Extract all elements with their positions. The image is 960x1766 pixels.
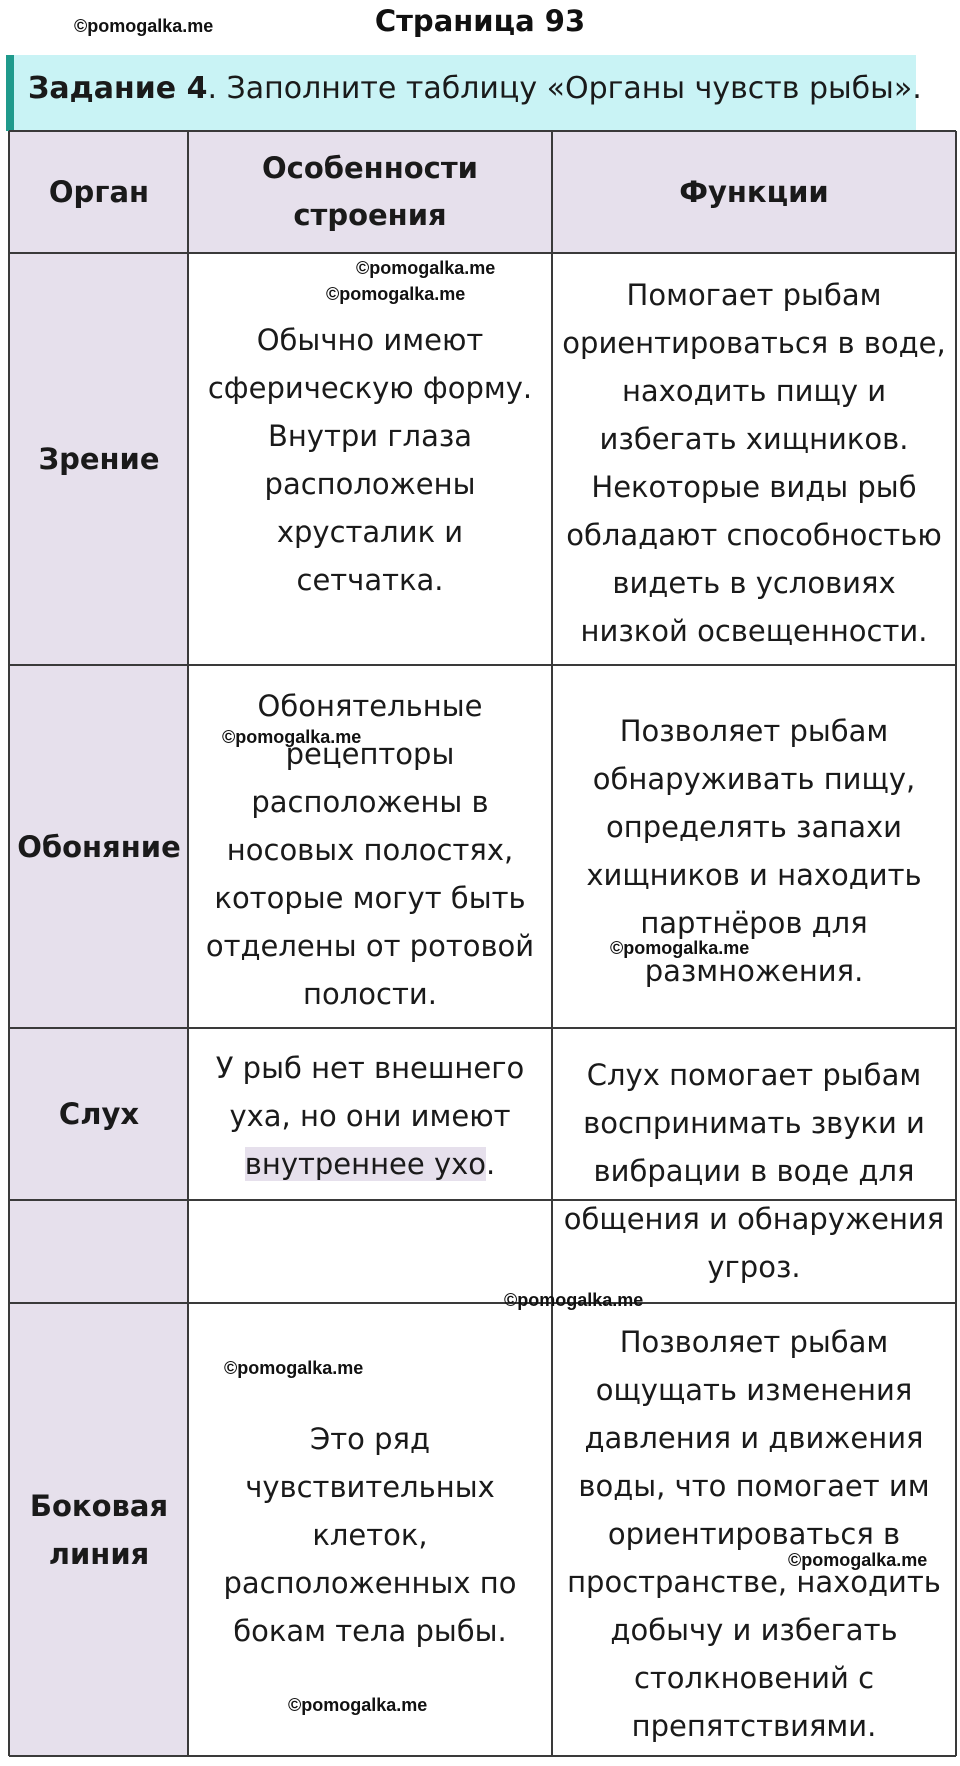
- structure-hearing-text: У рыб нет внешнего уха, но они имеют: [215, 1051, 525, 1133]
- task-label: Задание 4: [28, 71, 208, 106]
- header-organ: Орган: [48, 174, 150, 209]
- organ-vision: Зрение: [38, 442, 160, 476]
- inner-ear-highlight: внутреннее ухо: [244, 1147, 487, 1181]
- structure-lateral-line: Это ряд чувствительных клеток, расположенных по бокам тела рыбы.: [223, 1422, 517, 1648]
- structure-hearing: [208, 1044, 532, 1188]
- task-banner: [6, 55, 922, 131]
- header-structure: Особенности строения: [262, 151, 478, 232]
- organ-hearing: Слух: [58, 1097, 140, 1131]
- organ-smell: Обоняние: [17, 829, 181, 864]
- watermark: ©pomogalka.me: [222, 727, 362, 747]
- functions-vision: Помогает рыбам ориентироваться в воде, находить пищу и избегать хищников. Некоторые виды рыб обладают способностью видеть в условиях низкой освещенности.: [562, 278, 946, 648]
- page-title: Страница 93: [374, 4, 586, 38]
- functions-smell: Позволяет рыбам обнаруживать пищу, определять запахи хищников и находить партнёров для размножения.: [586, 714, 922, 988]
- watermark: ©pomogalka.me: [788, 1550, 928, 1570]
- structure-vision: Обычно имеют сферическую форму. Внутри глаза расположены хрусталик и сетчатка.: [207, 323, 533, 597]
- watermark: ©pomogalka.me: [610, 938, 750, 958]
- watermark: ©pomogalka.me: [356, 258, 496, 278]
- watermark: ©pomogalka.me: [288, 1695, 428, 1715]
- organ-lateral-line: Боковая линия: [29, 1488, 169, 1571]
- task-text: . Заполните таблицу «Органы чувств рыбы».: [207, 71, 922, 106]
- header-functions: Функции: [679, 174, 829, 209]
- structure-hearing-end: .: [486, 1147, 496, 1181]
- functions-hearing: Слух помогает рыбам воспринимать звуки и вибрации в воде для общения и обнаружения угроз.: [563, 1058, 945, 1284]
- watermark: ©pomogalka.me: [224, 1358, 364, 1378]
- watermark: ©pomogalka.me: [504, 1290, 644, 1310]
- watermark: ©pomogalka.me: [326, 284, 466, 304]
- watermark: ©pomogalka.me: [74, 16, 214, 36]
- structure-smell: Обонятельные рецепторы расположены в носовых полостях, которые могут быть отделены от ротовой полости.: [205, 689, 535, 1011]
- functions-lateral-line: Позволяет рыбам ощущать изменения давления и движения воды, что помогает им ориентироваться в пространстве, находить добычу и избегать столкновений с препятствиями.: [567, 1325, 941, 1743]
